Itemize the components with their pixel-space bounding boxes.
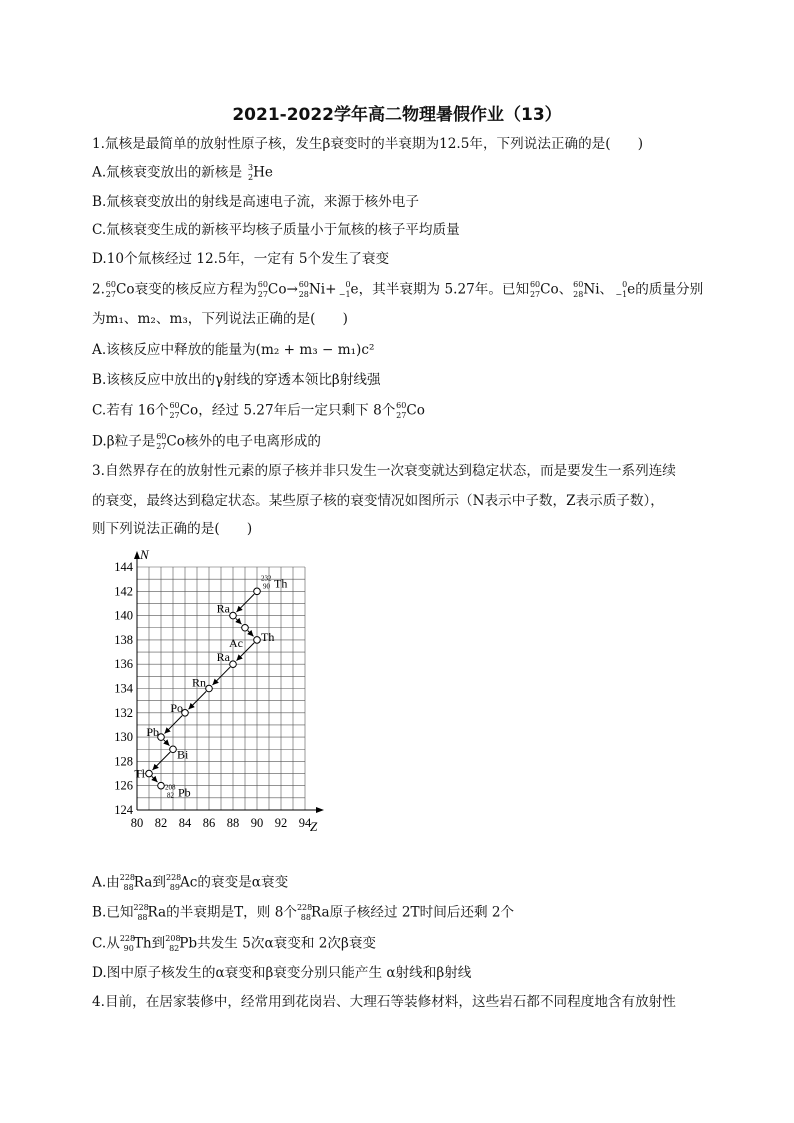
decay-chart bbox=[100, 545, 330, 860]
page-title: 2021-2022学年高二物理暑假作业（13） bbox=[232, 105, 562, 125]
nuclide-point bbox=[158, 782, 165, 789]
chart-points bbox=[134, 574, 287, 799]
q1-option-b[interactable]: B.氚核衰变放出的射线是高速电子流，来源于核外电子 bbox=[92, 194, 419, 210]
q2-option-d[interactable]: D.β粒子是 60 27 Co核外的电子电离形成的 bbox=[92, 432, 321, 451]
q3-option-c[interactable]: C.从 228 90 Th到 208 82 Pb共发生 5次α衰变和 2次β衰变 bbox=[92, 934, 377, 953]
y-axis-label: N bbox=[140, 547, 149, 562]
nuclide-point bbox=[254, 637, 261, 644]
nuclide-label: Ac bbox=[229, 635, 243, 650]
q3-option-b[interactable]: B.已知 228 88 Ra的半衰期是T，则 8个 228 88 Ra原子核经过 2T时间后还剩 2个 bbox=[92, 903, 515, 922]
nuclide-mass-number: 232 bbox=[261, 574, 272, 583]
y-tick-label: 124 bbox=[114, 803, 133, 817]
x-tick-label: 90 bbox=[250, 816, 264, 830]
q2-option-a[interactable]: A.该核反应中释放的能量为(m₂ + m₃ − m₁)c² bbox=[92, 342, 375, 358]
decay-arrow bbox=[152, 776, 158, 782]
x-tick-label: 86 bbox=[202, 816, 216, 830]
nuclide-label: Ra bbox=[216, 601, 230, 616]
x-axis-arrow bbox=[316, 807, 324, 813]
q2-stem-line2: 为m₁、m₂、m₃，下列说法正确的是( ) bbox=[92, 311, 348, 327]
x-tick-label: 92 bbox=[274, 816, 288, 830]
y-tick-label: 142 bbox=[114, 584, 133, 599]
nuclide-atomic-number: 90 bbox=[263, 582, 270, 591]
nuclide-atomic-number: 82 bbox=[167, 791, 174, 800]
nuclide-point bbox=[230, 661, 237, 668]
y-tick-label: 134 bbox=[114, 681, 133, 696]
q1-stem: 1.氚核是最简单的放射性原子核，发生β衰变时的半衰期为12.5年，下列说法正确的是( ) bbox=[92, 136, 644, 152]
x-tick-label: 88 bbox=[226, 816, 240, 830]
nuclide-point bbox=[242, 624, 249, 631]
x-tick-label: 82 bbox=[154, 816, 168, 830]
decay-arrow bbox=[164, 740, 170, 746]
q2-option-c[interactable]: C.若有 16个 60 27 Co，经过 5.27年后一定只剩下 8个 60 27 Co bbox=[92, 401, 425, 420]
nuclide-point bbox=[146, 770, 153, 777]
nuclide-label: Pb bbox=[146, 725, 159, 740]
y-tick-label: 126 bbox=[114, 778, 133, 793]
y-tick-label: 132 bbox=[114, 705, 133, 720]
q1-a-element: He bbox=[253, 164, 273, 181]
chart-axes bbox=[114, 551, 324, 830]
nuclide-point bbox=[230, 612, 237, 619]
decay-arrow bbox=[153, 752, 171, 770]
nuclide-label: Th bbox=[274, 576, 288, 591]
decay-arrow bbox=[236, 618, 242, 624]
nuclide-mass-number: 208 bbox=[165, 783, 176, 792]
nuclide-label: Po bbox=[170, 700, 183, 715]
q1-a-text: A.氚核衰变放出的新核是 bbox=[92, 164, 243, 181]
q1-option-d[interactable]: D.10个氚核经过 12.5年，一定有 5个发生了衰变 bbox=[92, 251, 390, 267]
q3-option-a[interactable]: A.由 228 88 Ra到 228 89 Ac的衰变是α衰变 bbox=[92, 873, 289, 892]
x-tick-label: 80 bbox=[130, 816, 144, 830]
nuclide-point bbox=[170, 746, 177, 753]
x-tick-label: 84 bbox=[178, 816, 192, 830]
decay-arrow bbox=[189, 691, 207, 709]
q2-option-b[interactable]: B.该核反应中放出的γ射线的穿透本领比β射线强 bbox=[92, 372, 381, 388]
decay-arrow bbox=[165, 716, 183, 734]
isotope-notation: 3 2 bbox=[247, 163, 254, 182]
q3-stem-line3: 则下列说法正确的是( ) bbox=[92, 521, 253, 537]
decay-arrow bbox=[213, 667, 231, 685]
nuclide-label: Rn bbox=[191, 675, 206, 690]
x-tick-label: 94 bbox=[298, 816, 312, 830]
decay-arrow bbox=[237, 594, 255, 612]
y-tick-label: 136 bbox=[114, 657, 133, 672]
q1-option-a[interactable] bbox=[92, 163, 273, 183]
nuclide-label: Pb bbox=[178, 785, 191, 800]
nuclide-point bbox=[206, 685, 213, 692]
nuclide-label: Tl bbox=[134, 766, 145, 781]
q3-stem-line1: 3.自然界存在的放射性元素的原子核并非只发生一次衰变就达到稳定状态，而是要发生一系列连续 bbox=[92, 463, 676, 479]
q4-stem-line1: 4.目前，在居家装修中，经常用到花岗岩、大理石等装修材料，这些岩石都不同程度地含有放射性 bbox=[92, 994, 676, 1010]
y-tick-label: 130 bbox=[114, 730, 133, 745]
q3-stem-line2: 的衰变，最终达到稳定状态。某些原子核的衰变情况如图所示（N表示中子数，Z表示质子数）， bbox=[92, 493, 664, 509]
nuclide-label: Th bbox=[261, 629, 275, 644]
q2-stem-line1: 2. 60 27 Co衰变的核反应方程为 60 27 Co→ 60 28 Ni+ 0 −1 e，其半衰期为 5.27年。已知 60 27 Co、 60 28 Ni、 0 −1 e的质量分别 bbox=[92, 280, 704, 299]
q1-option-c[interactable]: C.氚核衰变生成的新核平均核子质量小于氚核的核子平均质量 bbox=[92, 222, 460, 238]
y-tick-label: 128 bbox=[114, 754, 133, 769]
y-tick-label: 144 bbox=[114, 560, 133, 574]
q3-option-d[interactable]: D.图中原子核发生的α衰变和β衰变分别只能产生 α射线和β射线 bbox=[92, 965, 472, 981]
x-axis-label: Z bbox=[310, 819, 318, 834]
y-tick-label: 140 bbox=[114, 608, 133, 623]
nuclide-label: Ra bbox=[216, 650, 230, 665]
nuclide-point bbox=[254, 588, 261, 595]
nuclide-label: Bi bbox=[177, 747, 189, 762]
y-tick-label: 138 bbox=[114, 632, 133, 647]
decay-arrow bbox=[248, 631, 254, 637]
